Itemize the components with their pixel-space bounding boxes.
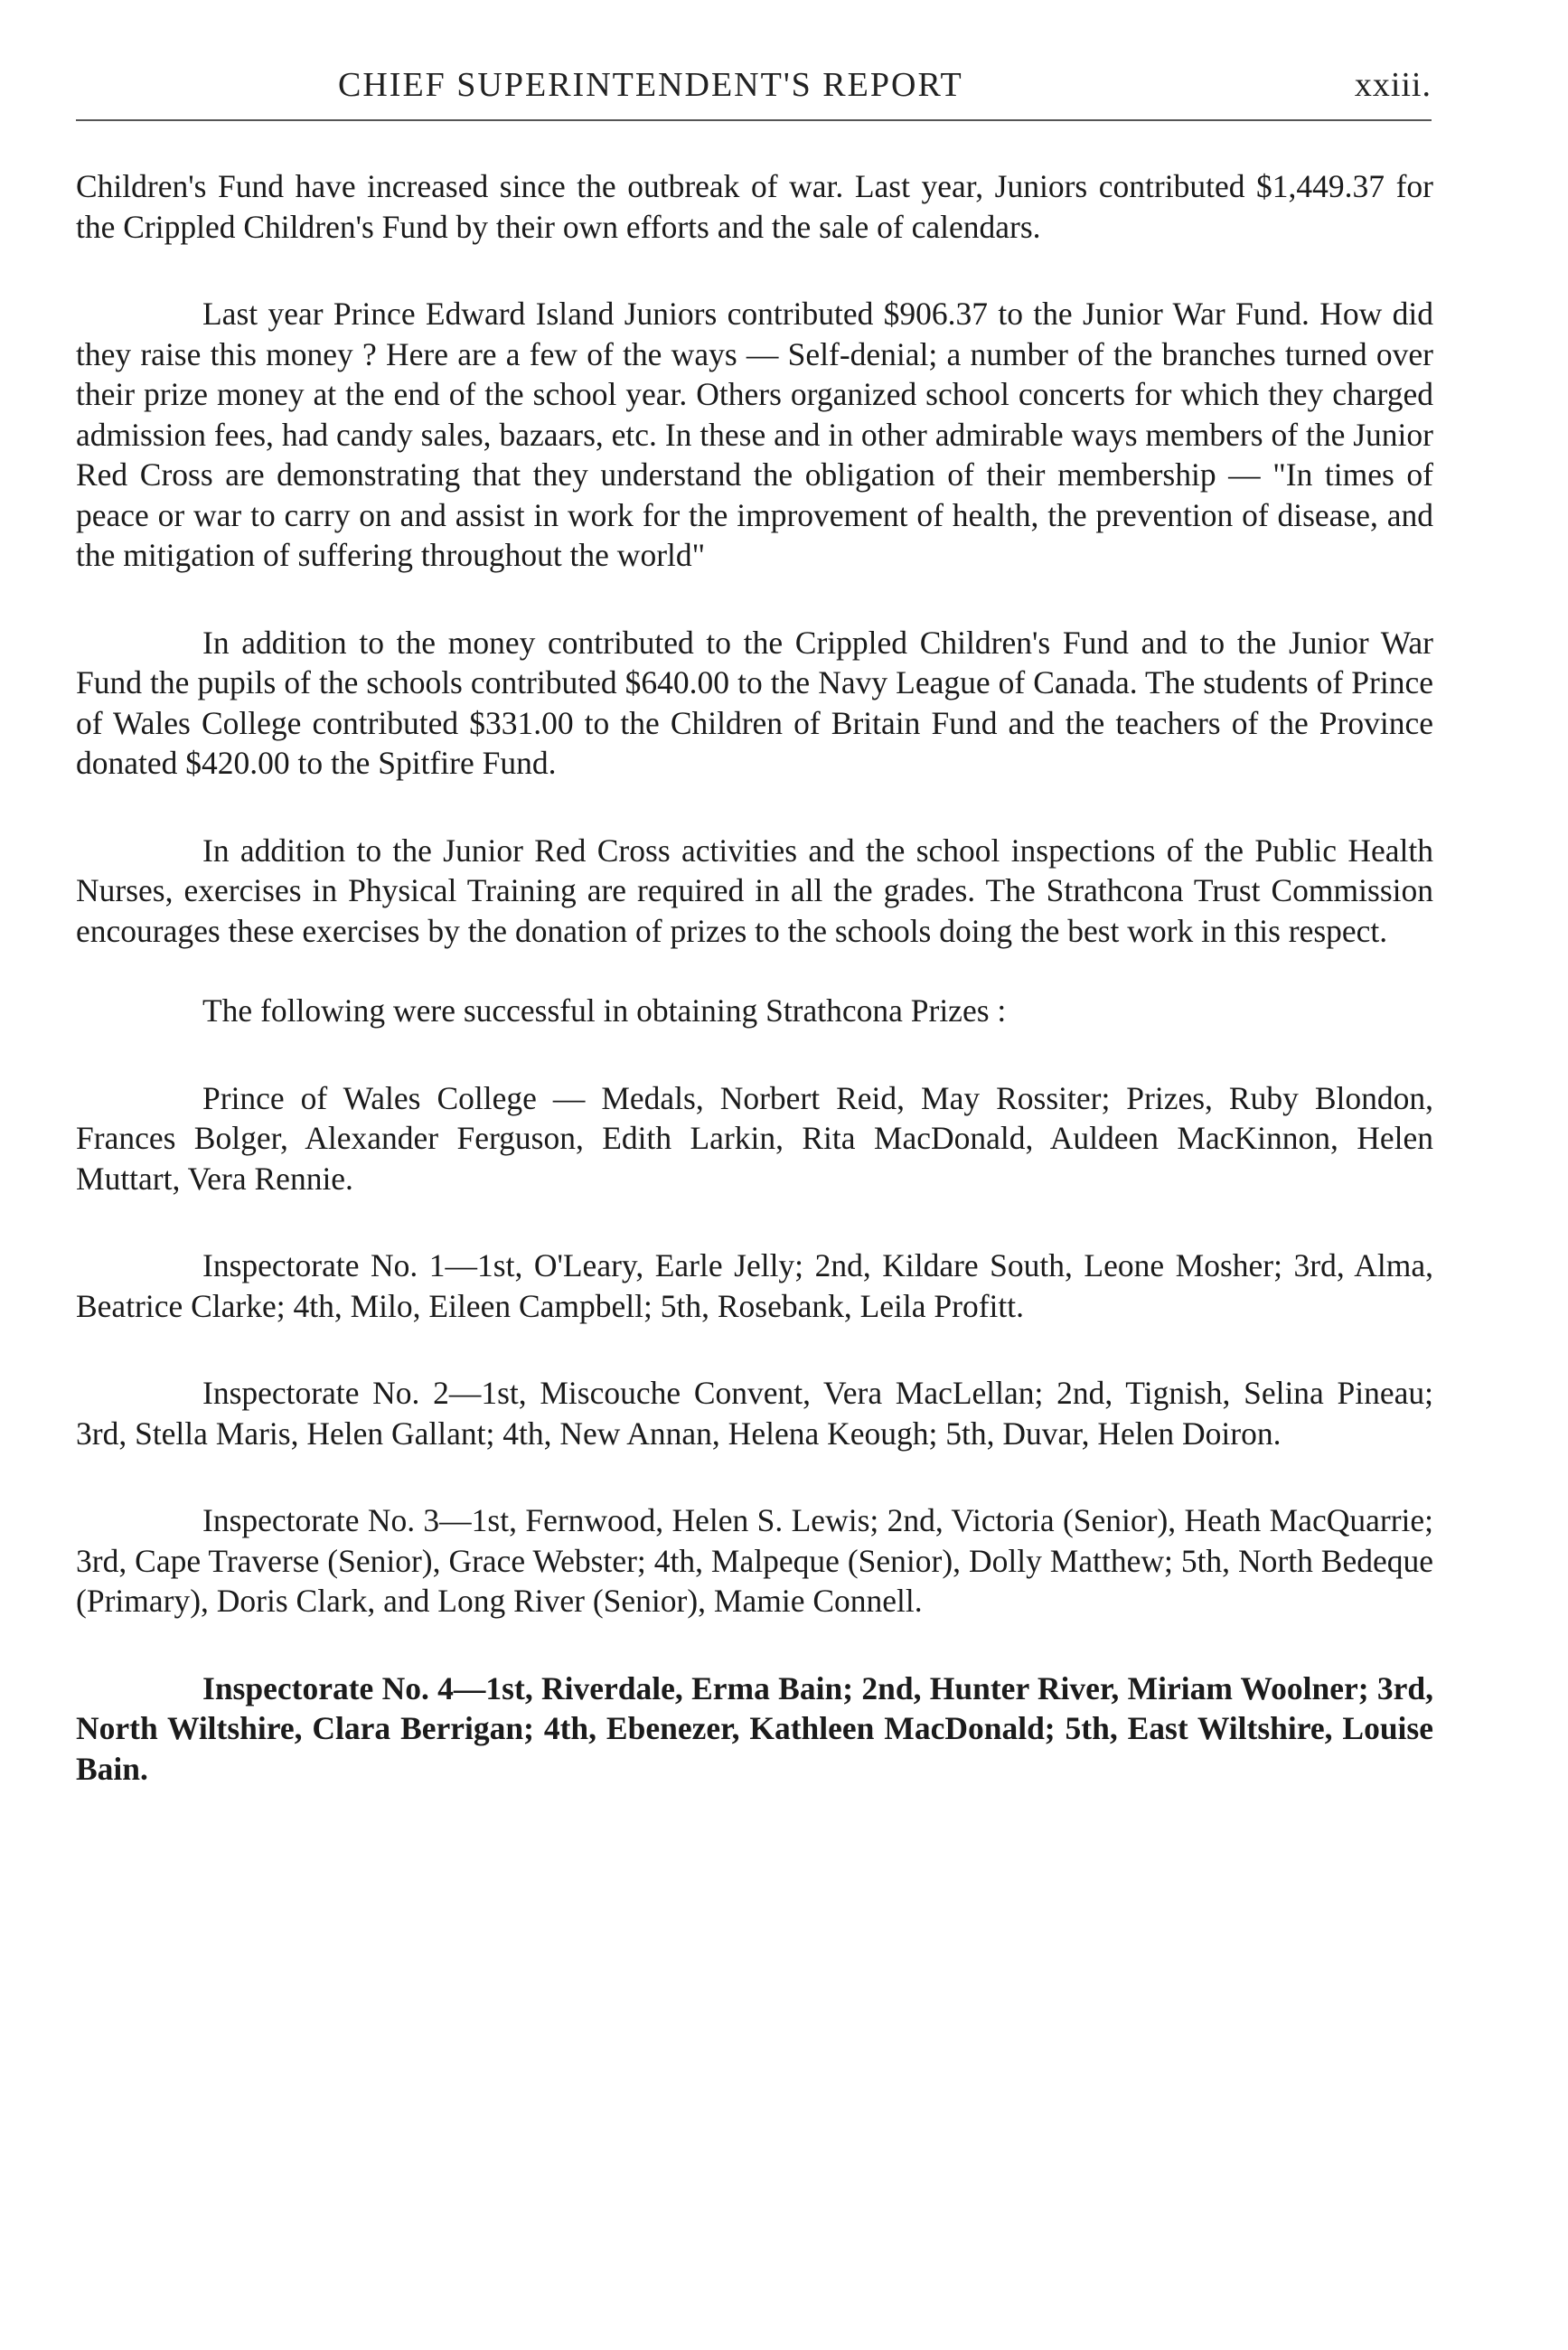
paragraph-physical-training: In addition to the Junior Red Cross activities and the school inspections of the Public Health Nurses, exercises in Physical Training are required in all the grades. The Strathcona Trust Commission encourages these exercises by the donation of prizes to the schools doing the best work in this respect. [76,832,1433,949]
paragraph-inspectorate-2: Inspectorate No. 2—1st, Miscouche Convent, Vera MacLellan; 2nd, Tignish, Selina Pineau; 3rd, Stella Maris, Helen Gallant; 4th, New Annan, Helena Keough; 5th, Duvar, Helen Doiron. [76,1375,1433,1452]
report-body [76,166,1433,1789]
paragraph-inspectorate-4: Inspectorate No. 4—1st, Riverdale, Erma Bain; 2nd, Hunter River, Miriam Woolner; 3rd, North Wiltshire, Clara Berrigan; 4th, Ebenezer, Kathleen MacDonald; 5th, East Wiltshire, Louise Bain. [76,1669,1433,1787]
paragraph-gap [76,951,1433,991]
paragraph-gap [76,1453,1433,1500]
paragraph-junior-war-fund: Last year Prince Edward Island Juniors contributed $906.37 to the Junior War Fund. How did they raise this money ? Here are a few of the ways — Self-denial; a number of the branches turned over their prize money at the end of the school year. Others organized school concerts for which they charged admission fees, had candy sales, bazaars, etc. In these and in other admirable ways members of the Junior Red Cross are demonstrating that they understand the obligation of their membership — "In times of peace or war to carry on and assist in work for the improvement of health, the prevention of disease, and the mitigation of suffering throughout the world" [76,296,1433,573]
paragraph-gap [76,1198,1433,1246]
paragraph-prince-of-wales-college: Prince of Wales College — Medals, Norbert Reid, May Rossiter; Prizes, Ruby Blondon, Frances Bolger, Alexander Ferguson, Edith Larkin, Rita MacDonald, Auldeen MacKinnon, Helen Muttart, Vera Rennie. [76,1079,1433,1197]
header-rule [76,119,1432,121]
running-title: CHIEF SUPERINTENDENT'S REPORT [338,66,963,104]
paragraph-strathcona-intro: The following were successful in obtaining Strathcona Prizes : [202,992,1007,1029]
paragraph-gap [76,784,1433,831]
page-header [76,65,1432,119]
paragraph-gap [76,1326,1433,1373]
paragraph-gap [76,247,1433,294]
paragraph-inspectorate-1: Inspectorate No. 1—1st, O'Leary, Earle Jelly; 2nd, Kildare South, Leone Mosher; 3rd, Alma, Beatrice Clarke; 4th, Milo, Eileen Campbell; 5th, Rosebank, Leila Profitt. [76,1247,1433,1324]
paragraph-gap [76,1031,1433,1078]
paragraph-other-contributions: In addition to the money contributed to the Crippled Children's Fund and to the Junior War Fund the pupils of the schools contributed $640.00 to the Navy League of Canada. The students of Prince of Wales College contributed $331.00 to the Children of Britain Fund and the teachers of the Province donated $420.00 to the Spitfire Fund. [76,624,1433,781]
paragraph-inspectorate-3: Inspectorate No. 3—1st, Fernwood, Helen S. Lewis; 2nd, Victoria (Senior), Heath MacQuarrie; 3rd, Cape Traverse (Senior), Grace Webster; 4th, Malpeque (Senior), Dolly Matthew; 5th, North Bedeque (Primary), Doris Clark, and Long River (Senior), Mamie Connell. [76,1502,1433,1619]
paragraph-gap [76,1622,1433,1668]
paragraph-gap [76,576,1433,623]
paragraph-crippled-fund: Children's Fund have increased since the outbreak of war. Last year, Juniors contributed $1,449.37 for the Crippled Children's Fund by their own efforts and the sale of calendars. [76,168,1433,245]
page-number: xxiii. [1354,66,1432,104]
